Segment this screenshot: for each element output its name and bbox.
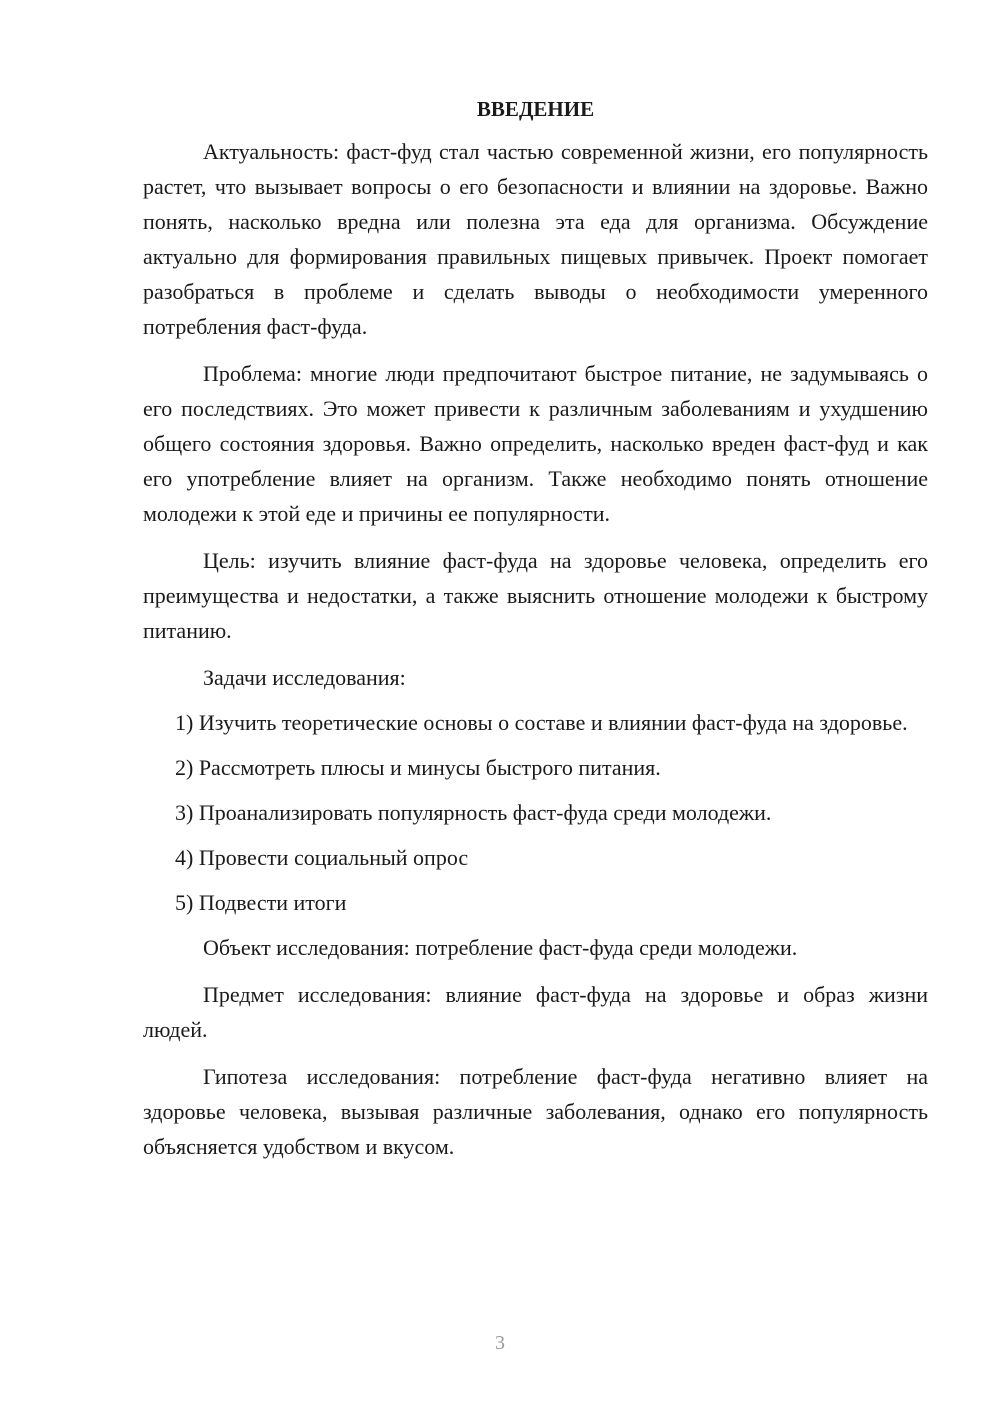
task-item: 5) Подвести итоги <box>175 890 347 915</box>
tasks-heading: Задачи исследования: <box>203 665 406 690</box>
task-item: 4) Провести социальный опрос <box>175 845 469 870</box>
page-title: ВВЕДЕНИЕ <box>476 97 595 121</box>
page-number: 3 <box>495 1332 505 1354</box>
goal-paragraph: Цель: изучить влияние фаст-фуда на здоровье человека, определить его преимущества и недостатки, а также выяснить отношение молодежи к быстрому питанию. <box>143 548 928 643</box>
task-item: 2) Рассмотреть плюсы и минусы быстрого питания. <box>175 755 661 780</box>
relevance-paragraph: Актуальность: фаст-фуд стал частью современной жизни, его популярность растет, что вызывает вопросы о его безопасности и влиянии на здоровье. Важно понять, насколько вредна или полезна эта еда для организма. Обсуждение актуально для формирования правильных пищевых привычек. Проект помогает разобраться в проблеме и сделать выводы о необходимости умеренного потребления фаст-фуда. <box>143 139 928 339</box>
task-item: 1) Изучить теоретические основы о составе и влиянии фаст-фуда на здоровье. <box>175 710 908 735</box>
document-page <box>143 94 928 1176</box>
research-object-paragraph: Объект исследования: потребление фаст-фуда среди молодежи. <box>203 935 798 960</box>
research-subject-paragraph: Предмет исследования: влияние фаст-фуда на здоровье и образ жизни людей. <box>143 982 928 1042</box>
problem-paragraph: Проблема: многие люди предпочитают быстрое питание, не задумываясь о его последствиях. Это может привести к различным заболеваниям и ухудшению общего состояния здоровья. Важно определить, насколько вреден фаст-фуд и как его употребление влияет на организм. Также необходимо понять отношение молодежи к этой еде и причины ее популярности. <box>143 361 928 526</box>
hypothesis-paragraph: Гипотеза исследования: потребление фаст-фуда негативно влияет на здоровье человека, вызывая различные заболевания, однако его популярность объясняется удобством и вкусом. <box>143 1064 928 1159</box>
task-item: 3) Проанализировать популярность фаст-фуда среди молодежи. <box>175 800 772 825</box>
tasks-list <box>143 705 928 920</box>
